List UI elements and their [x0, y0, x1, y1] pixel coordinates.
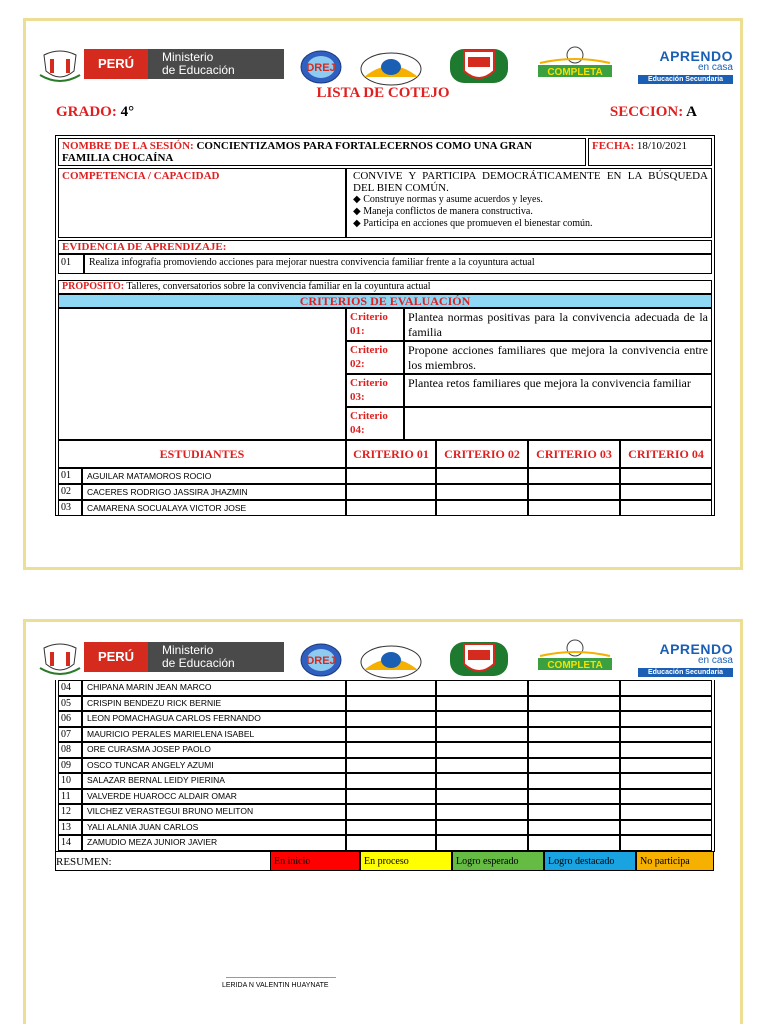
criterio-text-1: Plantea normas positivas para la convivencia adecuada de la familia [404, 308, 712, 341]
aprendo-text: APRENDO [659, 48, 733, 64]
student-name: CACERES RODRIGO JASSIRA JHAZMIN [82, 484, 346, 500]
criterio-3-score-cell[interactable] [528, 773, 620, 789]
completa-text: COMPLETA [547, 660, 603, 671]
student-number: 06 [58, 711, 82, 727]
school-emblem-icon [358, 640, 424, 680]
criterio-4-score-cell[interactable] [620, 742, 712, 758]
student-name: AGUILAR MATAMOROS ROCIO [82, 468, 346, 484]
criterio-3-score-cell[interactable] [528, 484, 620, 500]
resumen-label: RESUMEN: [55, 851, 270, 871]
drej-logo-icon [300, 642, 342, 678]
cotejo-table [55, 135, 715, 516]
criterio-3-score-cell[interactable] [528, 727, 620, 743]
capacidad-1-text: Construye normas y asume acuerdos y leyes. [363, 194, 543, 205]
student-number: 05 [58, 696, 82, 712]
educacion-secundaria-text: Educación Secundaria [638, 75, 733, 84]
criterio-2-score-cell[interactable] [436, 484, 528, 500]
capacidad-1: ◆ Construye normas y asume acuerdos y leyes. [353, 194, 543, 205]
criterio-4-score-cell[interactable] [620, 835, 712, 851]
peru-label: PERÚ [84, 642, 148, 672]
criterio-text-2: Propone acciones familiares que mejora la convivencia entre los miembros. [404, 341, 712, 374]
criterio-3-score-cell[interactable] [528, 820, 620, 836]
criterio-label-1: Criterio 01: [346, 308, 404, 341]
student-number: 03 [58, 500, 82, 516]
criterio-4-score-cell[interactable] [620, 680, 712, 696]
criterio-2-score-cell[interactable] [436, 696, 528, 712]
student-number: 13 [58, 820, 82, 836]
student-number: 07 [58, 727, 82, 743]
criterio-2-score-cell[interactable] [436, 468, 528, 484]
criterios-blank-cell [58, 308, 346, 440]
criterio-2-score-cell[interactable] [436, 742, 528, 758]
seccion [610, 104, 697, 121]
criterio-2-score-cell[interactable] [436, 711, 528, 727]
student-name: YALI ALANIA JUAN CARLOS [82, 820, 346, 836]
student-name: MAURICIO PERALES MARIELENA ISABEL [82, 727, 346, 743]
grado [56, 104, 134, 121]
student-number: 08 [58, 742, 82, 758]
signature-line [226, 977, 336, 978]
drej-text: DREJ [306, 655, 336, 667]
criterio-label-3: Criterio 03: [346, 374, 404, 407]
criterio-label-4: Criterio 04: [346, 407, 404, 440]
criterio-4-score-cell[interactable] [620, 789, 712, 805]
student-number: 02 [58, 484, 82, 500]
criterio-3-score-cell[interactable] [528, 804, 620, 820]
criterio-4-score-cell[interactable] [620, 500, 712, 516]
fecha-value: 18/10/2021 [636, 140, 688, 152]
criterio-4-score-cell[interactable] [620, 804, 712, 820]
aprendo-en-casa-logo [638, 49, 733, 85]
criterio-4-score-cell[interactable] [620, 696, 712, 712]
criterio-1-score-cell[interactable] [346, 468, 436, 484]
criterio-1-score-cell[interactable] [346, 789, 436, 805]
student-number: 10 [58, 773, 82, 789]
legend-logro-esperado: Logro esperado [452, 851, 544, 871]
criterio-1-score-cell[interactable] [346, 758, 436, 774]
criterio-1-score-cell[interactable] [346, 500, 436, 516]
criterio-3-score-cell[interactable] [528, 835, 620, 851]
student-name: VALVERDE HUAROCC ALDAIR OMAR [82, 789, 346, 805]
col-criterio-04: CRITERIO 04 [620, 440, 712, 468]
student-name: ORE CURASMA JOSEP PAOLO [82, 742, 346, 758]
criterio-2-score-cell[interactable] [436, 773, 528, 789]
page-1 [23, 18, 743, 570]
peru-coat-of-arms-icon [38, 642, 82, 678]
fecha-cell [588, 138, 712, 166]
proposito-cell [58, 280, 712, 294]
col-criterio-03: CRITERIO 03 [528, 440, 620, 468]
drej-text: DREJ [306, 62, 336, 74]
en-casa-text: en casa [697, 62, 733, 73]
capacidad-2-text: Maneja conflictos de manera constructiva. [363, 206, 533, 217]
criterio-1-score-cell[interactable] [346, 742, 436, 758]
criterio-4-score-cell[interactable] [620, 773, 712, 789]
criterio-2-score-cell[interactable] [436, 804, 528, 820]
student-name: CAMARENA SOCUALAYA VICTOR JOSE [82, 500, 346, 516]
criterio-1-score-cell[interactable] [346, 835, 436, 851]
student-name: OSCO TUNCAR ANGELY AZUMI [82, 758, 346, 774]
criterio-2-score-cell[interactable] [436, 789, 528, 805]
ministerio-line1: Ministerio [162, 643, 214, 657]
school-emblem-icon [358, 47, 424, 87]
criterios-header: CRITERIOS DE EVALUACIÓN [58, 294, 712, 308]
en-casa-text: en casa [697, 655, 733, 666]
criterio-1-score-cell[interactable] [346, 820, 436, 836]
competencia-content-cell [346, 168, 712, 238]
criterio-1-score-cell[interactable] [346, 727, 436, 743]
student-name: CRISPIN BENDEZU RICK BERNIE [82, 696, 346, 712]
legend-no-participa: No participa [636, 851, 714, 871]
evidencia-label: EVIDENCIA DE APRENDIZAJE: [62, 241, 227, 253]
criterio-2-score-cell[interactable] [436, 500, 528, 516]
criterio-4-score-cell[interactable] [620, 758, 712, 774]
student-number: 04 [58, 680, 82, 696]
criterio-text-4 [404, 407, 712, 440]
criterio-3-score-cell[interactable] [528, 742, 620, 758]
signature-name: LERIDA N VALENTIN HUAYNATE [222, 982, 329, 989]
criterio-text-3: Plantea retos familiares que mejora la convivencia familiar [404, 374, 712, 407]
ministerio-label [148, 49, 284, 79]
criterio-3-score-cell[interactable] [528, 500, 620, 516]
criterio-3-score-cell[interactable] [528, 758, 620, 774]
ministerio-line2: de Educación [162, 63, 235, 77]
fecha-label: FECHA: [592, 140, 635, 152]
student-name: ZAMUDIO MEZA JUNIOR JAVIER [82, 835, 346, 851]
proposito-text: Talleres, conversatorios sobre la convivencia familiar en la coyuntura actual [126, 281, 431, 292]
ministerio-label [148, 642, 284, 672]
legend-logro-destacado: Logro destacado [544, 851, 636, 871]
grado-label: GRADO: [56, 104, 117, 120]
ministerio-line2: de Educación [162, 656, 235, 670]
criterio-2-score-cell[interactable] [436, 758, 528, 774]
capacidad-3-text: Participa en acciones que promueven el bienestar común. [363, 218, 593, 229]
student-number: 12 [58, 804, 82, 820]
criterio-2-score-cell[interactable] [436, 820, 528, 836]
student-name: LEON POMACHAGUA CARLOS FERNANDO [82, 711, 346, 727]
student-name: CHIPANA MARIN JEAN MARCO [82, 680, 346, 696]
competencia-title: CONVIVE Y PARTICIPA DEMOCRÁTICAMENTE EN LA BÚSQUEDA DEL BIEN COMÚN. [353, 170, 708, 194]
col-criterio-02: CRITERIO 02 [436, 440, 528, 468]
seccion-value: A [686, 104, 697, 120]
educacion-secundaria-text: Educación Secundaria [638, 668, 733, 677]
criterio-1-score-cell[interactable] [346, 773, 436, 789]
seccion-label: SECCION: [609, 104, 684, 120]
student-name: VILCHEZ VERASTEGUI BRUNO MELITON [82, 804, 346, 820]
drej-logo-icon [300, 49, 342, 85]
capacidad-2: ◆ Maneja conflictos de manera constructiva. [353, 206, 533, 217]
col-criterio-01: CRITERIO 01 [346, 440, 436, 468]
criterio-4-score-cell[interactable] [620, 711, 712, 727]
session-name-cell [58, 138, 586, 166]
criterio-2-score-cell[interactable] [436, 727, 528, 743]
criterio-4-score-cell[interactable] [620, 820, 712, 836]
criterio-1-score-cell[interactable] [346, 696, 436, 712]
criterio-1-score-cell[interactable] [346, 804, 436, 820]
document-title: LISTA DE COTEJO [316, 85, 450, 101]
criterio-2-score-cell[interactable] [436, 835, 528, 851]
criterio-3-score-cell[interactable] [528, 789, 620, 805]
legend-en-inicio: En inicio [270, 851, 360, 871]
capacidad-3: ◆ Participa en acciones que promueven el bienestar común. [353, 218, 593, 229]
criterio-1-score-cell[interactable] [346, 484, 436, 500]
student-number: 14 [58, 835, 82, 851]
criterio-3-score-cell[interactable] [528, 680, 620, 696]
criterio-4-score-cell[interactable] [620, 484, 712, 500]
student-name: SALAZAR BERNAL LEIDY PIERINA [82, 773, 346, 789]
criterio-1-score-cell[interactable] [346, 711, 436, 727]
proposito-label: PROPOSITO: [62, 281, 125, 292]
evidencia-label-cell [58, 240, 712, 254]
legend-en-proceso: En proceso [360, 851, 452, 871]
peru-coat-of-arms-icon [38, 49, 82, 85]
grado-value: 4° [120, 104, 135, 120]
criterio-2-score-cell[interactable] [436, 680, 528, 696]
criterio-3-score-cell[interactable] [528, 468, 620, 484]
criterio-4-score-cell[interactable] [620, 727, 712, 743]
student-number: 01 [58, 468, 82, 484]
student-number: 11 [58, 789, 82, 805]
jec-shield-icon [446, 638, 512, 680]
jec-shield-icon [446, 45, 512, 87]
session-label: NOMBRE DE LA SESIÓN: [62, 140, 194, 152]
criterio-3-score-cell[interactable] [528, 711, 620, 727]
criterio-3-score-cell[interactable] [528, 696, 620, 712]
peru-label: PERÚ [84, 49, 148, 79]
competencia-label: COMPETENCIA / CAPACIDAD [62, 170, 220, 182]
cotejo-table-continued [55, 680, 715, 852]
header-logos-page-2 [38, 638, 733, 686]
student-number: 09 [58, 758, 82, 774]
page-2 [23, 619, 743, 1024]
criterio-label-2: Criterio 02: [346, 341, 404, 374]
session-value-1: CONCIENTIZAMOS PARA FORTALECERNOS COMO UNA GRAN [196, 140, 533, 152]
competencia-label-cell [58, 168, 346, 238]
session-value-2: FAMILIA CHOCAÍNA [62, 152, 174, 164]
col-estudiantes: ESTUDIANTES [58, 440, 346, 468]
ministerio-line1: Ministerio [162, 50, 214, 64]
criterio-1-score-cell[interactable] [346, 680, 436, 696]
evidencia-number: 01 [58, 254, 84, 274]
jornada-completa-logo-icon [530, 45, 620, 89]
completa-text: COMPLETA [547, 67, 603, 78]
evidencia-text: Realiza infografía promoviendo acciones para mejorar nuestra convivencia familiar frente a la coyuntura actual [84, 254, 712, 274]
criterio-4-score-cell[interactable] [620, 468, 712, 484]
aprendo-text: APRENDO [659, 641, 733, 657]
jornada-completa-logo-icon [530, 638, 620, 682]
aprendo-en-casa-logo [638, 642, 733, 678]
